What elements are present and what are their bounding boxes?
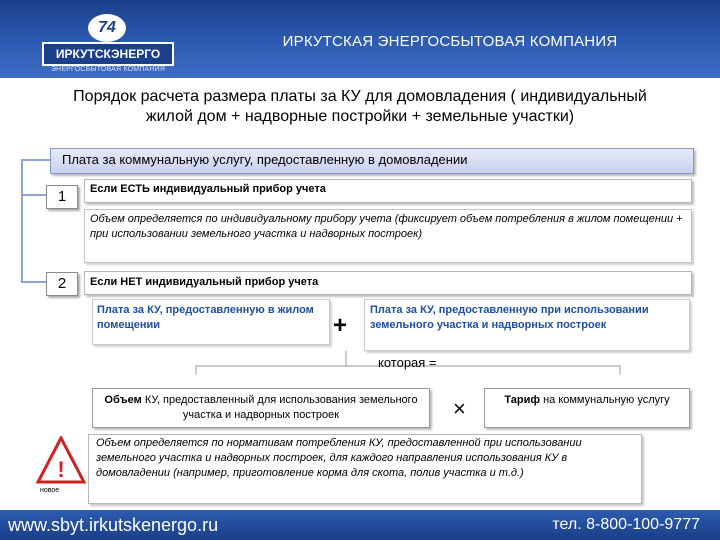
warning-symbol: !	[57, 457, 65, 482]
logo-name: ИРКУТСКЭНЕРГО	[42, 42, 174, 66]
tariff-box	[484, 388, 690, 428]
logo-emblem: 74	[88, 14, 126, 42]
slide-title-line2: жилой дом + надворные постройки + земельные участки)	[145, 108, 575, 125]
multiply-sign: ×	[453, 396, 466, 421]
tariff-bold: Тариф	[504, 394, 541, 406]
volume-bold: Объем	[104, 394, 142, 406]
volume-text: КУ, предоставленный для использования земельного участка и надворных построек	[141, 394, 418, 421]
volume-box	[92, 388, 430, 428]
summary-bar-text: Плата за коммунальную услугу, предоставленную в домовладении	[62, 152, 468, 167]
part-left: Плата за КУ, предоставленную в жилом помещении	[92, 299, 330, 345]
case1-description: Объем определяется по индивидуальному прибору учета (фиксирует объем потребления в жилом помещении + при использовании земельного участка и надворных построек)	[90, 213, 683, 240]
warning-triangle-icon	[36, 436, 86, 486]
footer-website-link[interactable]: www.sbyt.irkutskenergo.ru	[8, 515, 219, 535]
note-text: Объем определяется по нормативам потребления КУ, предоставленной при использовании земельного участка и надворных построек, для каждого направления использования КУ в домовладении (например, приготовление корма для скота, полив участка и т.д.)	[96, 437, 582, 479]
tariff-text: на коммунальную услугу	[540, 394, 670, 406]
which-equals: которая =	[378, 355, 437, 370]
part-right: Плата за КУ, предоставленную при использовании земельного участка и надворных построек	[364, 299, 690, 351]
company-title: ИРКУТСКАЯ ЭНЕРГОСБЫТОВАЯ КОМПАНИЯ	[282, 33, 618, 50]
slide-title-line1: Порядок расчета размера платы за КУ для домовладения ( индивидуальный	[73, 88, 647, 105]
new-label: новое	[40, 487, 60, 494]
connector-to-case2	[22, 195, 46, 282]
case2-number: 2	[46, 272, 78, 296]
case2-condition: Если НЕТ индивидуальный прибор учета	[90, 276, 319, 288]
bracket-left	[196, 351, 346, 374]
case1-condition: Если ЕСТЬ индивидуальный прибор учета	[90, 183, 326, 195]
plus-sign: +	[333, 312, 348, 339]
footer-phone: тел. 8-800-100-9777	[552, 516, 700, 533]
case1-number: 1	[46, 185, 78, 209]
logo-subtitle: ЭНЕРГОСБЫТОВАЯ КОМПАНИЯ	[50, 66, 166, 73]
